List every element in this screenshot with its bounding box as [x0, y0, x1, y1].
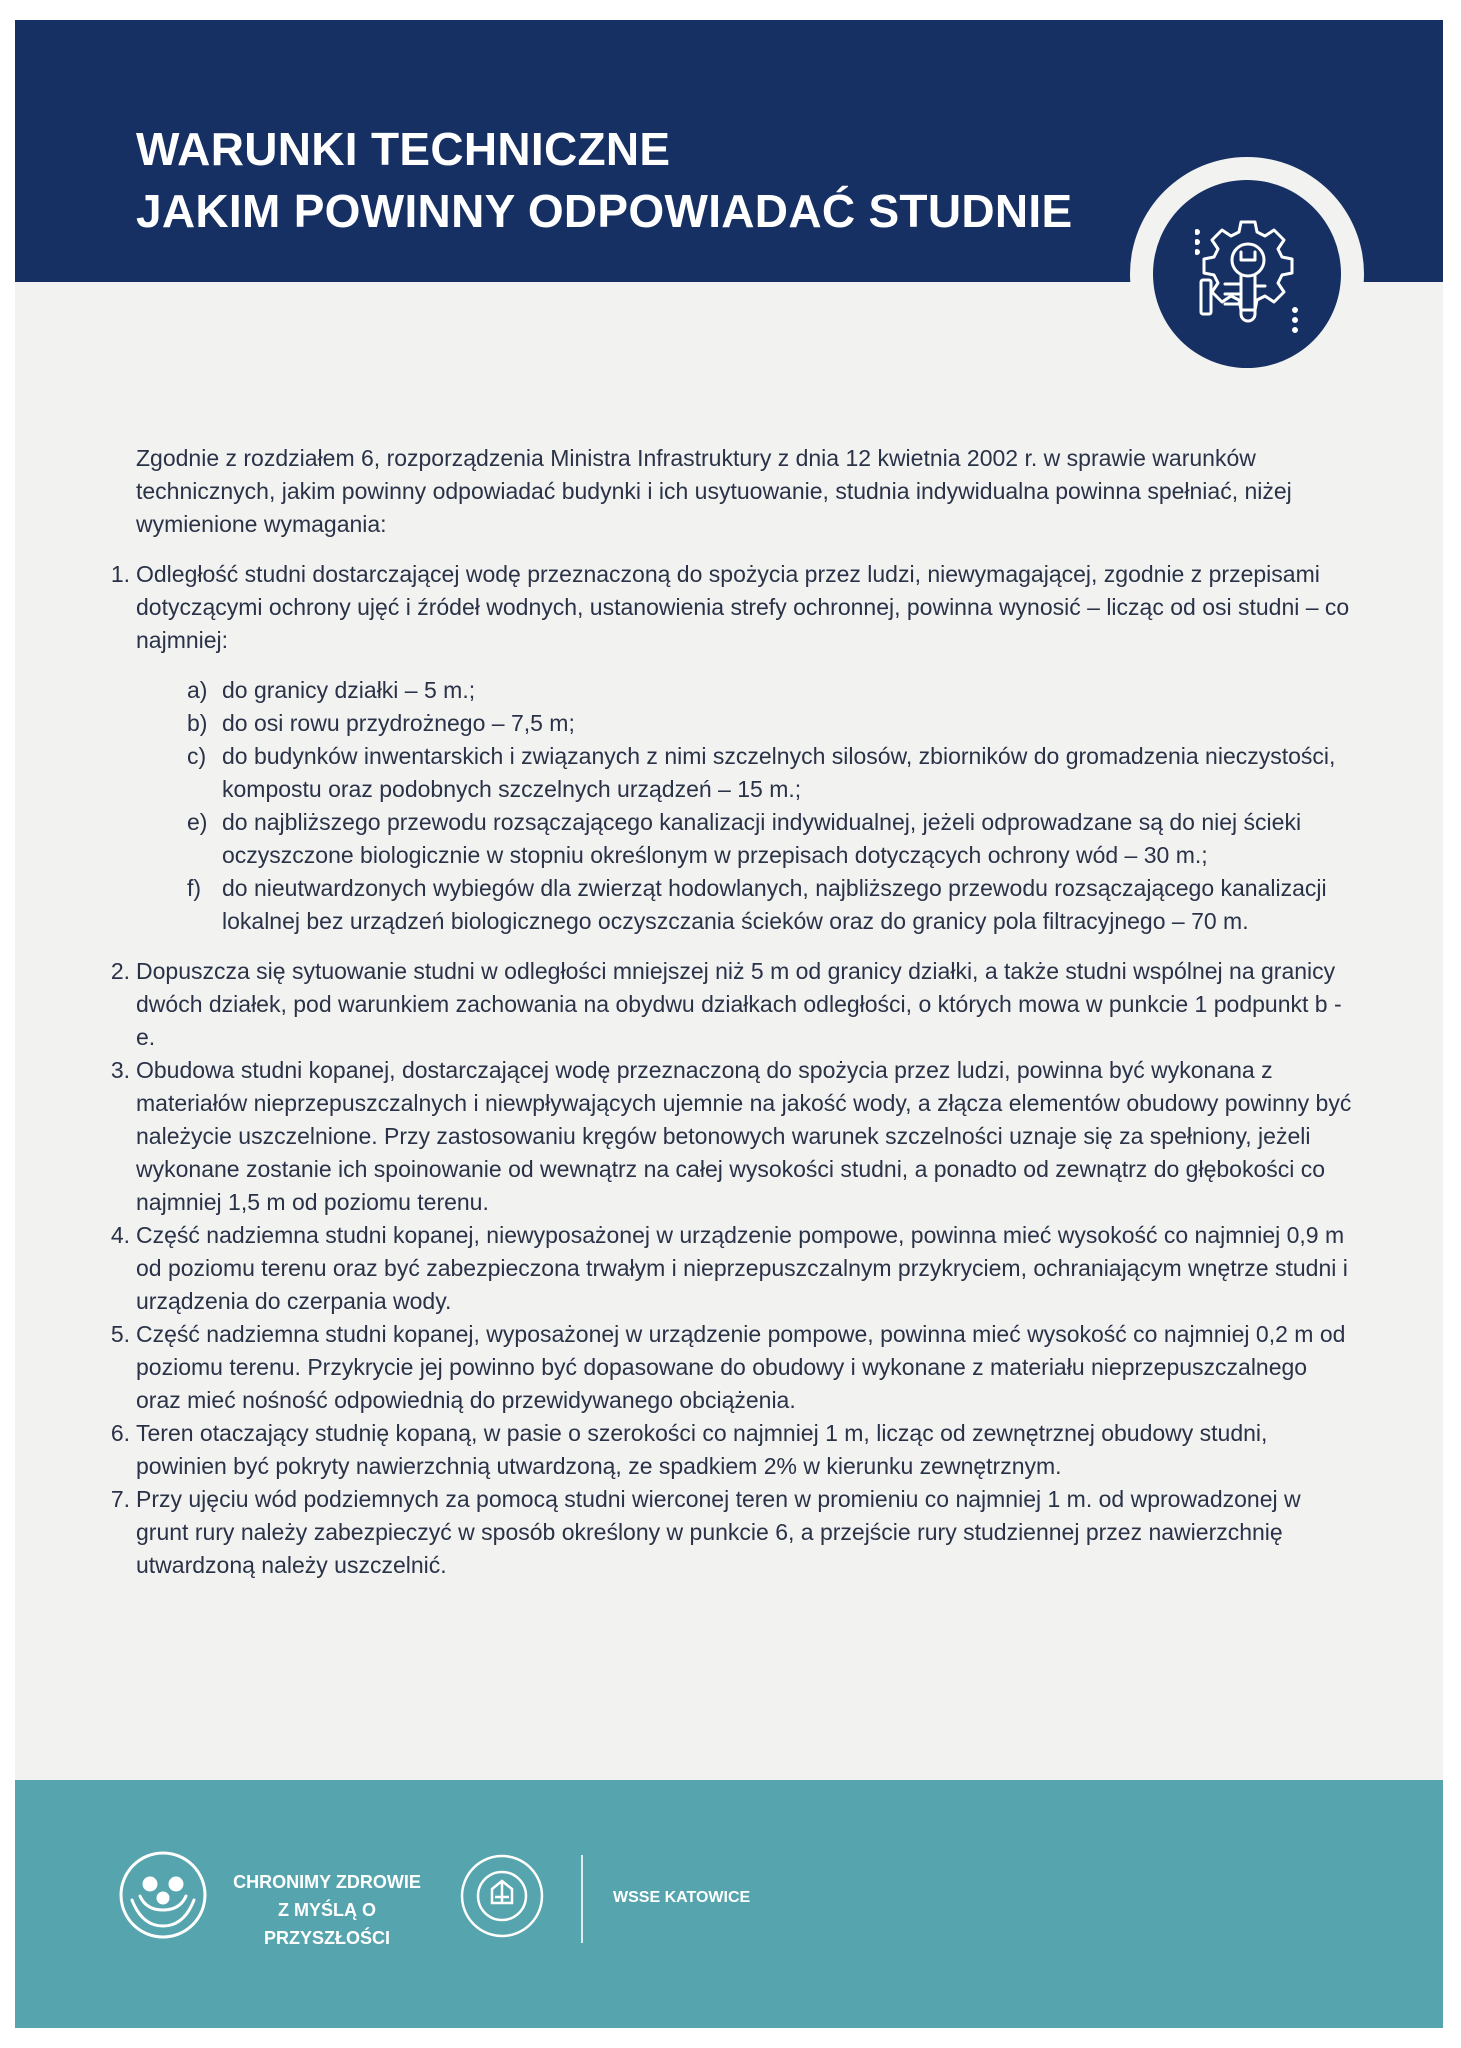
item-number: 2.	[110, 958, 130, 984]
list-item	[110, 1219, 1356, 1318]
item-number: 3.	[110, 1057, 130, 1083]
title-line-1: WARUNKI TECHNICZNE	[136, 123, 671, 175]
list-item	[110, 1483, 1356, 1582]
item-text: Odległość studni dostarczającej wodę przeznaczoną do spożycia przez ludzi, niewymagającej, zgodnie z przepisami dotyczącymi ochrony ujęć i źródeł wodnych, ustanowienia strefy ochronnej, powinna wynosić – licząc od osi studni – co najmniej:	[136, 561, 1350, 653]
intro-paragraph: Zgodnie z rozdziałem 6, rozporządzenia Ministra Infrastruktury z dnia 12 kwietnia 2002 r. w sprawie warunków technicznych, jakim powinny odpowiadać budynki i ich usytuowanie, studnia indywidualna powinna spełniać, niżej wymienione wymagania:	[136, 445, 1292, 537]
slogan-line-1: CHRONIMY ZDROWIE	[233, 1872, 421, 1892]
health-logo-icon	[118, 1850, 208, 1940]
item-number: 6.	[110, 1420, 130, 1446]
sub-list-item	[187, 740, 1356, 806]
item-number: 1.	[110, 561, 130, 587]
gear-wrench-icon	[1153, 180, 1341, 368]
document-body	[110, 442, 1356, 1582]
list-item	[110, 1417, 1356, 1483]
sub-item-letter: c)	[187, 743, 207, 769]
sub-item-text: do budynków inwentarskich i związanych z nimi szczelnych silosów, zbiorników do gromadzenia nieczystości, kompostu oraz podobnych szczelnych urządzeń – 15 m.;	[222, 743, 1336, 802]
sub-item-letter: e)	[187, 809, 208, 835]
sub-item-text: do granicy działki – 5 m.;	[222, 677, 476, 703]
item-number: 7.	[110, 1486, 130, 1512]
sub-item-letter: a)	[187, 677, 208, 703]
sanitary-inspection-seal	[459, 1853, 545, 1939]
requirements-list	[110, 558, 1356, 1582]
title-line-2: JAKIM POWINNY ODPOWIADAĆ STUDNIE	[136, 185, 1073, 237]
slogan-line-2: Z MYŚLĄ O PRZYSZŁOŚCI	[263, 1900, 390, 1948]
sub-item-letter: b)	[187, 710, 208, 736]
item-text: Dopuszcza się sytuowanie studni w odległości mniejszej niż 5 m od granicy działki, a także studni wspólnej na granicy dwóch działek, pod warunkiem zachowania na obydwu działkach odległości, o których mowa w punkcie 1 podpunkt b - e.	[136, 958, 1342, 1050]
item-text: Przy ujęciu wód podziemnych za pomocą studni wierconej teren w promieniu co najmniej 1 m. od wprowadzonej w grunt rury należy zabezpieczyć w sposób określony w punkcie 6, a przejście rury studziennej przez nawierzchnię utwardzoną należy uszczelnić.	[136, 1486, 1301, 1578]
footer-divider	[581, 1855, 583, 1943]
organization-name: WSSE KATOWICE	[613, 1889, 751, 1906]
distance-sublist	[136, 674, 1356, 938]
sub-item-text: do osi rowu przydrożnego – 7,5 m;	[222, 710, 575, 736]
sub-item-letter: f)	[187, 875, 202, 901]
item-text: Część nadziemna studni kopanej, wyposażonej w urządzenie pompowe, powinna mieć wysokość co najmniej 0,2 m od poziomu terenu. Przykrycie jej powinno być dopasowane do obudowy i wykonane z materiału nieprzepuszczalnego oraz mieć nośność odpowiednią do przewidywanego obciążenia.	[136, 1321, 1346, 1413]
list-item	[110, 1054, 1356, 1219]
item-text: Obudowa studni kopanej, dostarczającej wodę przeznaczoną do spożycia przez ludzi, powinna być wykonana z materiałów nieprzepuszczalnych i niewpływających ujemnie na jakość wody, a złącza elementów obudowy powinny być należycie uszczelnione. Przy zastosowaniu kręgów betonowych warunek szczelności uznaje się za spełniony, jeżeli wykonane zostanie ich spoinowanie od wewnątrz na całej wysokości studni, a ponadto od zewnątrz do głębokości co najmniej 1,5 m od poziomu terenu.	[136, 1057, 1352, 1215]
sub-list-item	[187, 707, 1356, 740]
sub-item-text: do najbliższego przewodu rozsączającego kanalizacji indywidualnej, jeżeli odprowadzane są do niej ścieki oczyszczone biologicznie w stopniu określonym w przepisach dotyczących ochrony wód – 30 m.;	[222, 809, 1302, 868]
list-item	[110, 955, 1356, 1054]
item-text: Część nadziemna studni kopanej, niewyposażonej w urządzenie pompowe, powinna mieć wysokość co najmniej 0,9 m od poziomu terenu oraz być zabezpieczona trwałym i nieprzepuszczalnym przykryciem, ochraniającym wnętrze studni i urządzenia do czerpania wody.	[136, 1222, 1348, 1314]
footer-slogan	[222, 1868, 432, 1952]
sub-list-item	[187, 806, 1356, 872]
sub-list-item	[187, 674, 1356, 707]
list-item	[110, 558, 1356, 938]
sub-item-text: do nieutwardzonych wybiegów dla zwierząt hodowlanych, najbliższego przewodu rozsączającego kanalizacji lokalnej bez urządzeń biologicznego oczyszczania ścieków oraz do granicy pola filtracyjnego – 70 m.	[222, 875, 1327, 934]
list-item	[110, 1318, 1356, 1417]
item-number: 5.	[110, 1321, 130, 1347]
sub-list-item	[187, 872, 1356, 938]
page-title	[136, 118, 1072, 242]
item-number: 4.	[110, 1222, 130, 1248]
item-text: Teren otaczający studnię kopaną, w pasie o szerokości co najmniej 1 m, licząc od zewnętrznej obudowy studni, powinien być pokryty nawierzchnią utwardzoną, ze spadkiem 2% w kierunku zewnętrznym.	[136, 1420, 1268, 1479]
